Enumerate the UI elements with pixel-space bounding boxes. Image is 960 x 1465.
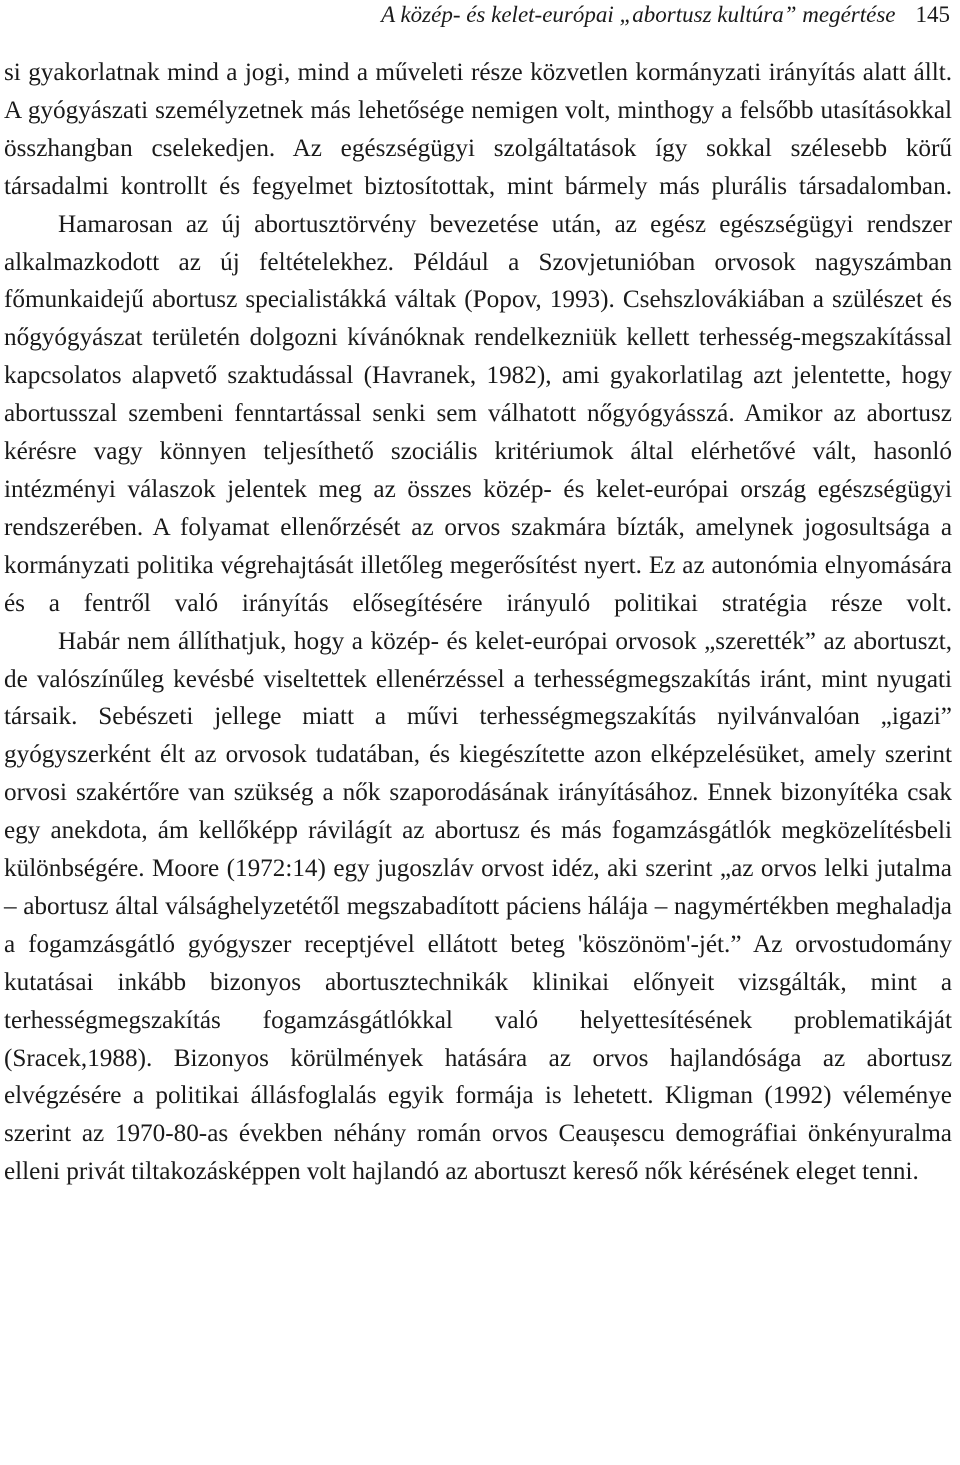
body-text — [4, 54, 952, 1191]
page-number: 145 — [915, 2, 950, 27]
running-header-title: A közép- és kelet-európai „abortusz kultúra” megértése — [381, 2, 896, 27]
paragraph: Hamarosan az új abortusztörvény bevezetése után, az egész egészségügyi rendszer alkalmazkodott az új feltételekhez. Például a Szovjetunióban orvosok nagyszámban főmunkaidejű abortusz specialistákká váltak (Popov, 1993). Csehszlovákiában a szülészet és nőgyógyászat területén dolgozni kívánóknak rendelkezniük kellett terhesség-megszakítással kapcsolatos alapvető szaktudással (Havranek, 1982), ami gyakorlatilag azt jelentette, hogy abortusszal szembeni fenntartással senki sem válhatott nőgyógyásszá. Amikor az abortusz kérésre vagy könnyen teljesíthető szociális kritériumok által elérhetővé vált, hasonló intézményi válaszok jelentek meg az összes közép- és kelet-európai ország egészségügyi rendszerében. A folyamat ellenőrzését az orvos szakmára bízták, amelynek jogosultsága a kormányzati politika végrehajtását illetőleg megerősítést nyert. Ez az autonómia elnyomására és a fentről való irányítás elősegítésére irányuló politikai stratégia része volt. — [4, 210, 952, 617]
paragraph: Habár nem állíthatjuk, hogy a közép- és kelet-európai orvosok „szerették” az abortuszt, de valószínűleg kevésbé viseltettek ellenérzéssel a terhességmegszakítás iránt, mint nyugati társaik. Sebészeti jellege miatt a művi terhességmegszakítás nyilvánvalóan „igazi” gyógyszerként élt az orvosok tudatában, és kiegészítette azon elképzelésüket, amely szerint orvosi szakértőre van szükség a nők szaporodásának irányításához. Ennek bizonyítéka csak egy anekdota, ám kellőképp rávilágít az abortusz és más fogamzásgátlók megközelítésbeli különbségére. Moore (1972:14) egy jugoszláv orvost idéz, aki szerint „az orvos lelki jutalma – abortusz által válsághelyzetétől megszabadított páciens hálája – nagymértékben meghaladja a fogamzásgátló gyógyszer receptjével ellátott beteg 'köszönöm'-jét.” Az orvostudomány kutatásai inkább bizonyos abortusztechnikák klinikai előnyeit vizsgálták, mint a terhességmegszakítás fogamzásgátlókkal való helyettesítésének problematikáját (Sracek,1988). Bizonyos körülmények hatására az orvos hajlandósága az abortusz elvégzésére a politikai állásfoglalás egyik formája is lehetett. Kligman (1992) véleménye szerint az 1970-80-as években néhány román orvos Ceaușescu demográfiai önkényuralma elleni privát tiltakozásképpen volt hajlandó az abortuszt kereső nők kérésének eleget tenni. — [4, 627, 952, 1186]
running-header — [381, 0, 950, 30]
paragraph-continued: si gyakorlatnak mind a jogi, mind a műveleti része közvetlen kormányzati irányítás alatt állt. A gyógyászati személyzetnek más lehetősége nemigen volt, minthogy a felsőbb utasításokkal összhangban cselekedjen. Az egészségügyi szolgáltatások így sokkal szélesebb körű társadalmi kontrollt és fegyelmet biztosítottak, mint bármely más plurális társadalomban. — [4, 59, 952, 200]
